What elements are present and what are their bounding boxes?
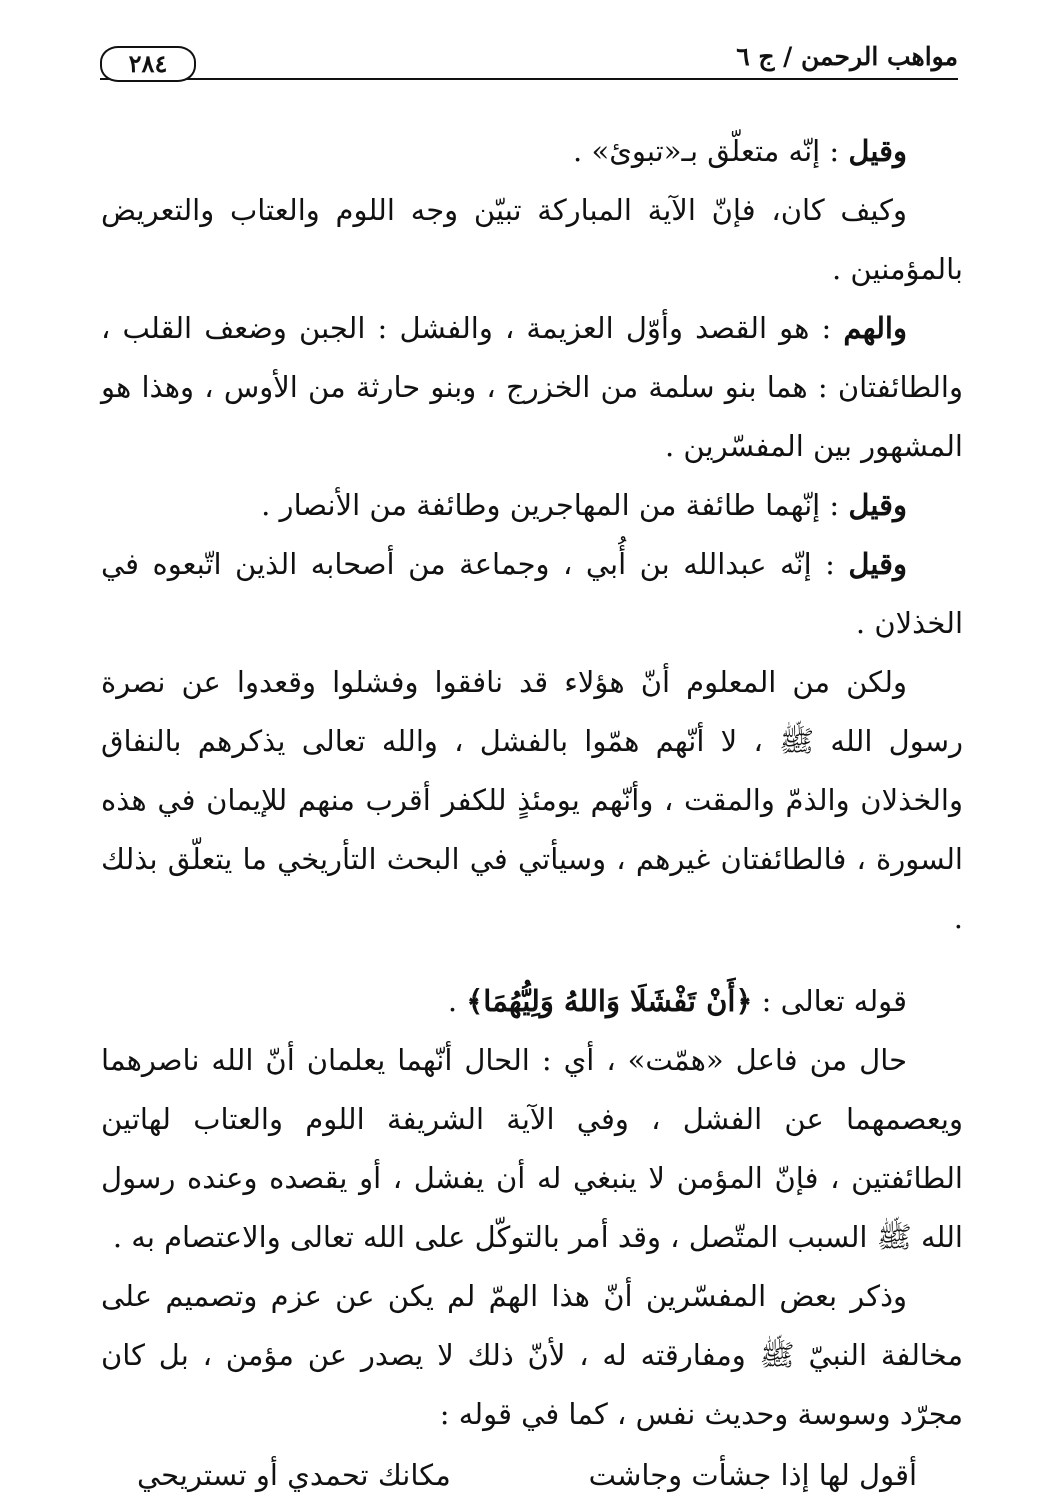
paragraph-text: : إنّه متعلّق بـ«تبوئ» .	[573, 134, 849, 168]
paragraph-8	[101, 1267, 963, 1444]
paragraph-text: : إنّه عبدالله بن أُبي ، وجماعة من أصحابه الذين اتّبعوه في الخذلان .	[101, 547, 963, 640]
poem-first-hemistich: أقول لها إذا جشأت وجاشت	[588, 1458, 917, 1492]
section-gap	[101, 948, 963, 972]
paragraph-text: : إنّهما طائفة من المهاجرين وطائفة من الأنصار .	[261, 488, 849, 522]
paragraph-4	[101, 476, 963, 535]
paragraph-1	[101, 122, 963, 181]
paragraph-6	[101, 653, 963, 948]
paragraph-3	[101, 299, 963, 476]
page-number: ٢٨٤	[100, 46, 196, 82]
paragraph-text: وكيف كان، فإنّ الآية المباركة تبيّن وجه اللوم والعتاب والتعريض بالمؤمنين .	[101, 193, 963, 286]
poem-second-hemistich: مكانك تحمدي أو تستريحي	[137, 1458, 451, 1492]
verse-heading	[101, 972, 963, 1031]
verse-heading-prefix: قوله تعالى :	[752, 984, 907, 1018]
paragraph-5	[101, 535, 963, 653]
paragraph-text: ولكن من المعلوم أنّ هؤلاء قد نافقوا وفشلوا وقعدوا عن نصرة رسول الله ﷺ ، لا أنّهم همّوا بالفشل ، والله تعالى يذكرهم بالنفاق والخذلان والذمّ والمقت ، وأنّهم يومئذٍ للكفر أقرب منهم للإيمان في هذه السورة ، فالطائفتان غيرهم ، وسيأتي في البحث التأريخي ما يتعلّق بذلك .	[101, 665, 963, 935]
paragraph-text: : هو القصد وأوّل العزيمة ، والفشل : الجبن وضعف القلب ، والطائفتان : هما بنو سلمة من الخزرج ، وبنو حارثة من الأوس ، وهذا هو المشهور بين المفسّرين .	[101, 311, 963, 463]
paragraph-2	[101, 181, 963, 299]
paragraph-lead: وقيل	[848, 134, 907, 168]
paragraph-lead: وقيل	[848, 547, 907, 581]
header-rule	[100, 78, 958, 80]
paragraph-lead: وقيل	[848, 488, 907, 522]
paragraph-text: حال من فاعل «همّت» ، أي : الحال أنّهما يعلمان أنّ الله ناصرهما ويعصمهما عن الفشل ، وفي الآية الشريفة اللوم والعتاب لهاتين الطائفتين ، فإنّ المؤمن لا ينبغي له أن يفشل ، أو يقصده وعنده رسول الله ﷺ السبب المتّصل ، وقد أمر بالتوكّل على الله تعالى والاعتصام به .	[101, 1043, 963, 1254]
paragraph-7	[101, 1031, 963, 1267]
verse-heading-suffix: .	[447, 984, 467, 1018]
quran-verse: ﴿أَنْ تَفْشَلَا وَاللهُ وَلِيُّهُمَا﴾	[466, 984, 753, 1018]
running-title: مواهب الرحمن / ج ٦	[736, 42, 958, 71]
page-body	[101, 122, 963, 1505]
paragraph-text: وذكر بعض المفسّرين أنّ هذا الهمّ لم يكن عن عزم وتصميم على مخالفة النبيّ ﷺ ومفارقته له ، لأنّ ذلك لا يصدر عن مؤمن ، بل كان مجرّد وسوسة وحديث نفس ، كما في قوله :	[101, 1279, 963, 1431]
poem-line	[101, 1446, 963, 1505]
paragraph-lead: والهم	[843, 311, 907, 345]
page-header	[100, 42, 958, 90]
